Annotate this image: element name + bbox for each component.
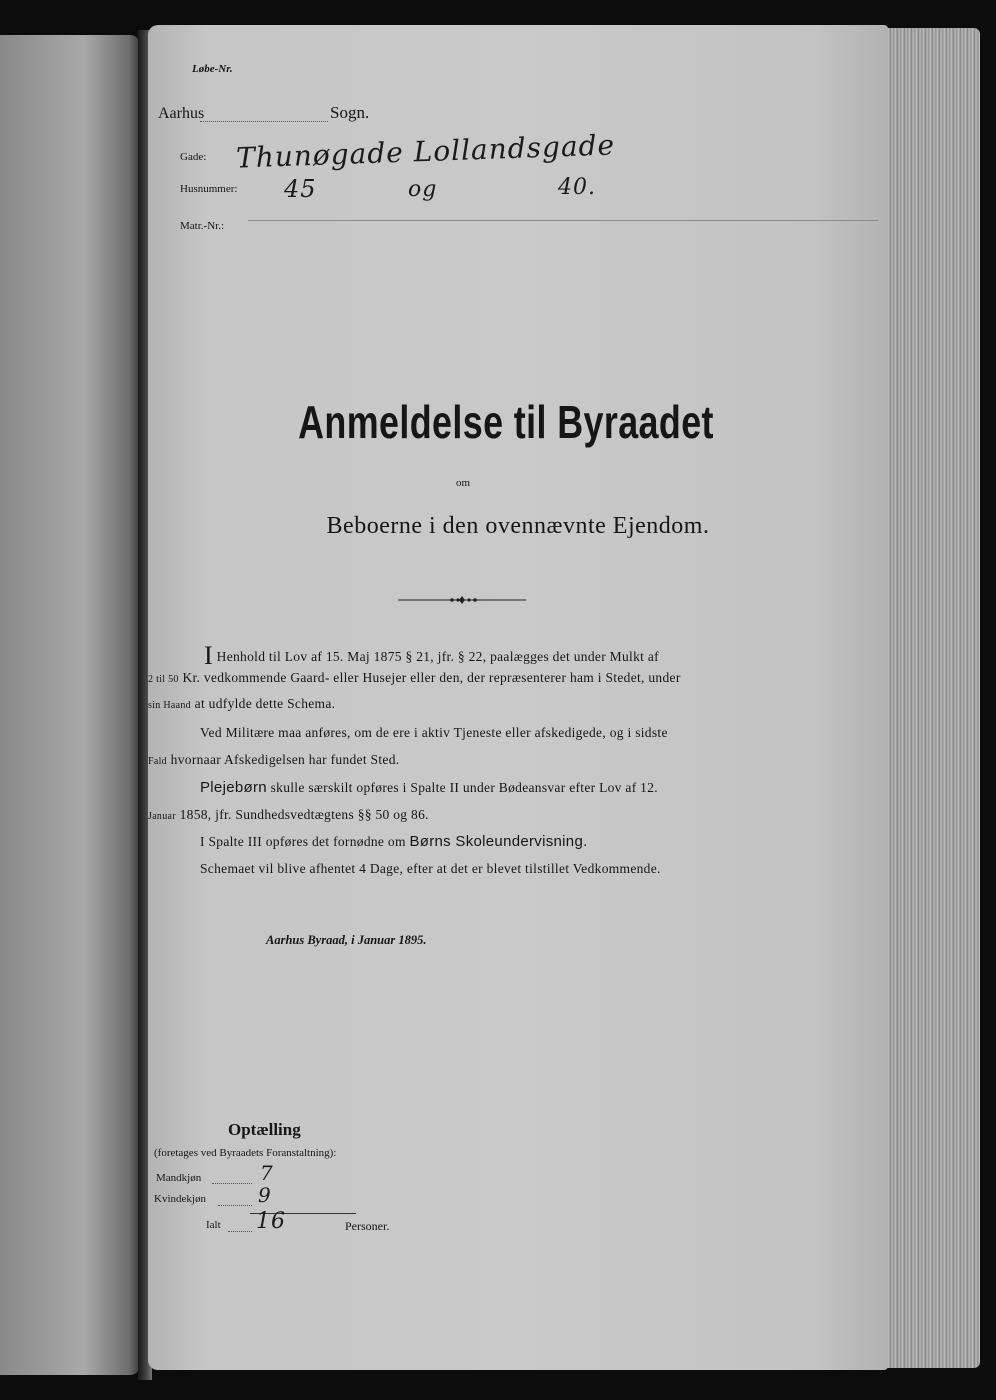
husnummer-label: Husnummer: — [180, 183, 238, 195]
p1-line3-small: sin Haand — [148, 700, 191, 711]
p2-line2-text: hvornaar Afskedigelsen har fundet Sted. — [170, 752, 400, 767]
sogn-label: Sogn. — [330, 103, 370, 122]
sogn-fill-line — [200, 121, 328, 122]
p3-lead-word: Plejebørn — [200, 779, 267, 796]
p3-line1-text: skulle særskilt opføres i Spalte II under Bødeansvar efter Lov af 12. — [270, 780, 658, 795]
title-connector: om — [455, 477, 471, 489]
paragraph-4 — [200, 833, 588, 850]
gade-value: Thunøgade Lollandsgade — [235, 128, 616, 175]
matr-label: Matr.-Nr.: — [180, 220, 224, 232]
paragraph-1-line-1 — [204, 641, 659, 671]
count-title: Optælling — [228, 1120, 301, 1139]
paragraph-3-line-1 — [200, 779, 658, 796]
gade-label: Gade: — [180, 151, 207, 163]
document-subtitle: Beboerne i den ovennævnte Ejendom. — [326, 513, 710, 539]
p1-line3-text: at udfylde dette Schema. — [194, 696, 336, 711]
ornament-divider — [398, 593, 526, 607]
paragraph-5: Schemaet vil blive afhentet 4 Dage, efter at det er blevet tilstillet Vedkommende. — [200, 861, 661, 876]
p1-line2-text: Kr. vedkommende Gaard- eller Husejer eller den, der repræsenterer ham i Stedet, under — [182, 670, 681, 685]
count-note: (foretages ved Byraadets Foranstaltning): — [154, 1147, 337, 1159]
document-title: Anmeldelse til Byraadet — [298, 396, 714, 448]
ialt-value: 16 — [256, 1209, 286, 1234]
document-page — [148, 25, 888, 1370]
city-label: Aarhus — [158, 105, 205, 122]
paragraph-3-line-2 — [148, 807, 429, 823]
mand-label: Mandkjøn — [156, 1172, 202, 1184]
paragraph-2-line-1: Ved Militære maa anføres, om de ere i aktiv Tjeneste eller afskedigede, og i sidste — [200, 725, 668, 740]
kvinde-value: 9 — [258, 1183, 272, 1207]
p3-line2-small: Januar — [148, 811, 176, 822]
husnummer-value-2: og — [408, 177, 438, 202]
paragraph-1-line-2 — [148, 670, 681, 686]
p1-line1-text: Henhold til Lov af 15. Maj 1875 § 21, jfr. § 22, paalægges det under Mulkt af — [216, 649, 659, 664]
p1-line2-small: 2 til 50 — [148, 674, 179, 685]
husnummer-value-1: 45 — [284, 175, 317, 203]
kvinde-dots — [218, 1205, 252, 1206]
p4-text: I Spalte III opføres det fornødne om — [200, 834, 406, 849]
p2-line2-small: Fald — [148, 756, 167, 767]
signature-line: Aarhus Byraad, i Januar 1895. — [266, 933, 427, 947]
personer-label: Personer. — [345, 1219, 390, 1233]
ialt-label: Ialt — [206, 1219, 221, 1231]
husnummer-value-3: 40. — [558, 175, 596, 200]
p4-emphasis: Børns Skoleundervisning. — [409, 833, 588, 850]
paragraph-2-line-2 — [148, 752, 399, 768]
mand-dots — [212, 1183, 252, 1184]
lobe-nr-label: Løbe-Nr. — [192, 63, 233, 75]
kvinde-label: Kvindekjøn — [154, 1193, 206, 1205]
mand-value: 7 — [260, 1161, 274, 1185]
header-rule — [248, 220, 878, 221]
facing-page-left — [0, 35, 140, 1375]
p3-line2-text: 1858, jfr. Sundhedsvedtægtens §§ 50 og 86. — [179, 807, 429, 822]
ialt-dots — [228, 1231, 252, 1232]
page-stack-edge — [880, 28, 980, 1368]
initial-letter: I — [204, 641, 213, 670]
paragraph-1-line-3 — [148, 696, 335, 712]
